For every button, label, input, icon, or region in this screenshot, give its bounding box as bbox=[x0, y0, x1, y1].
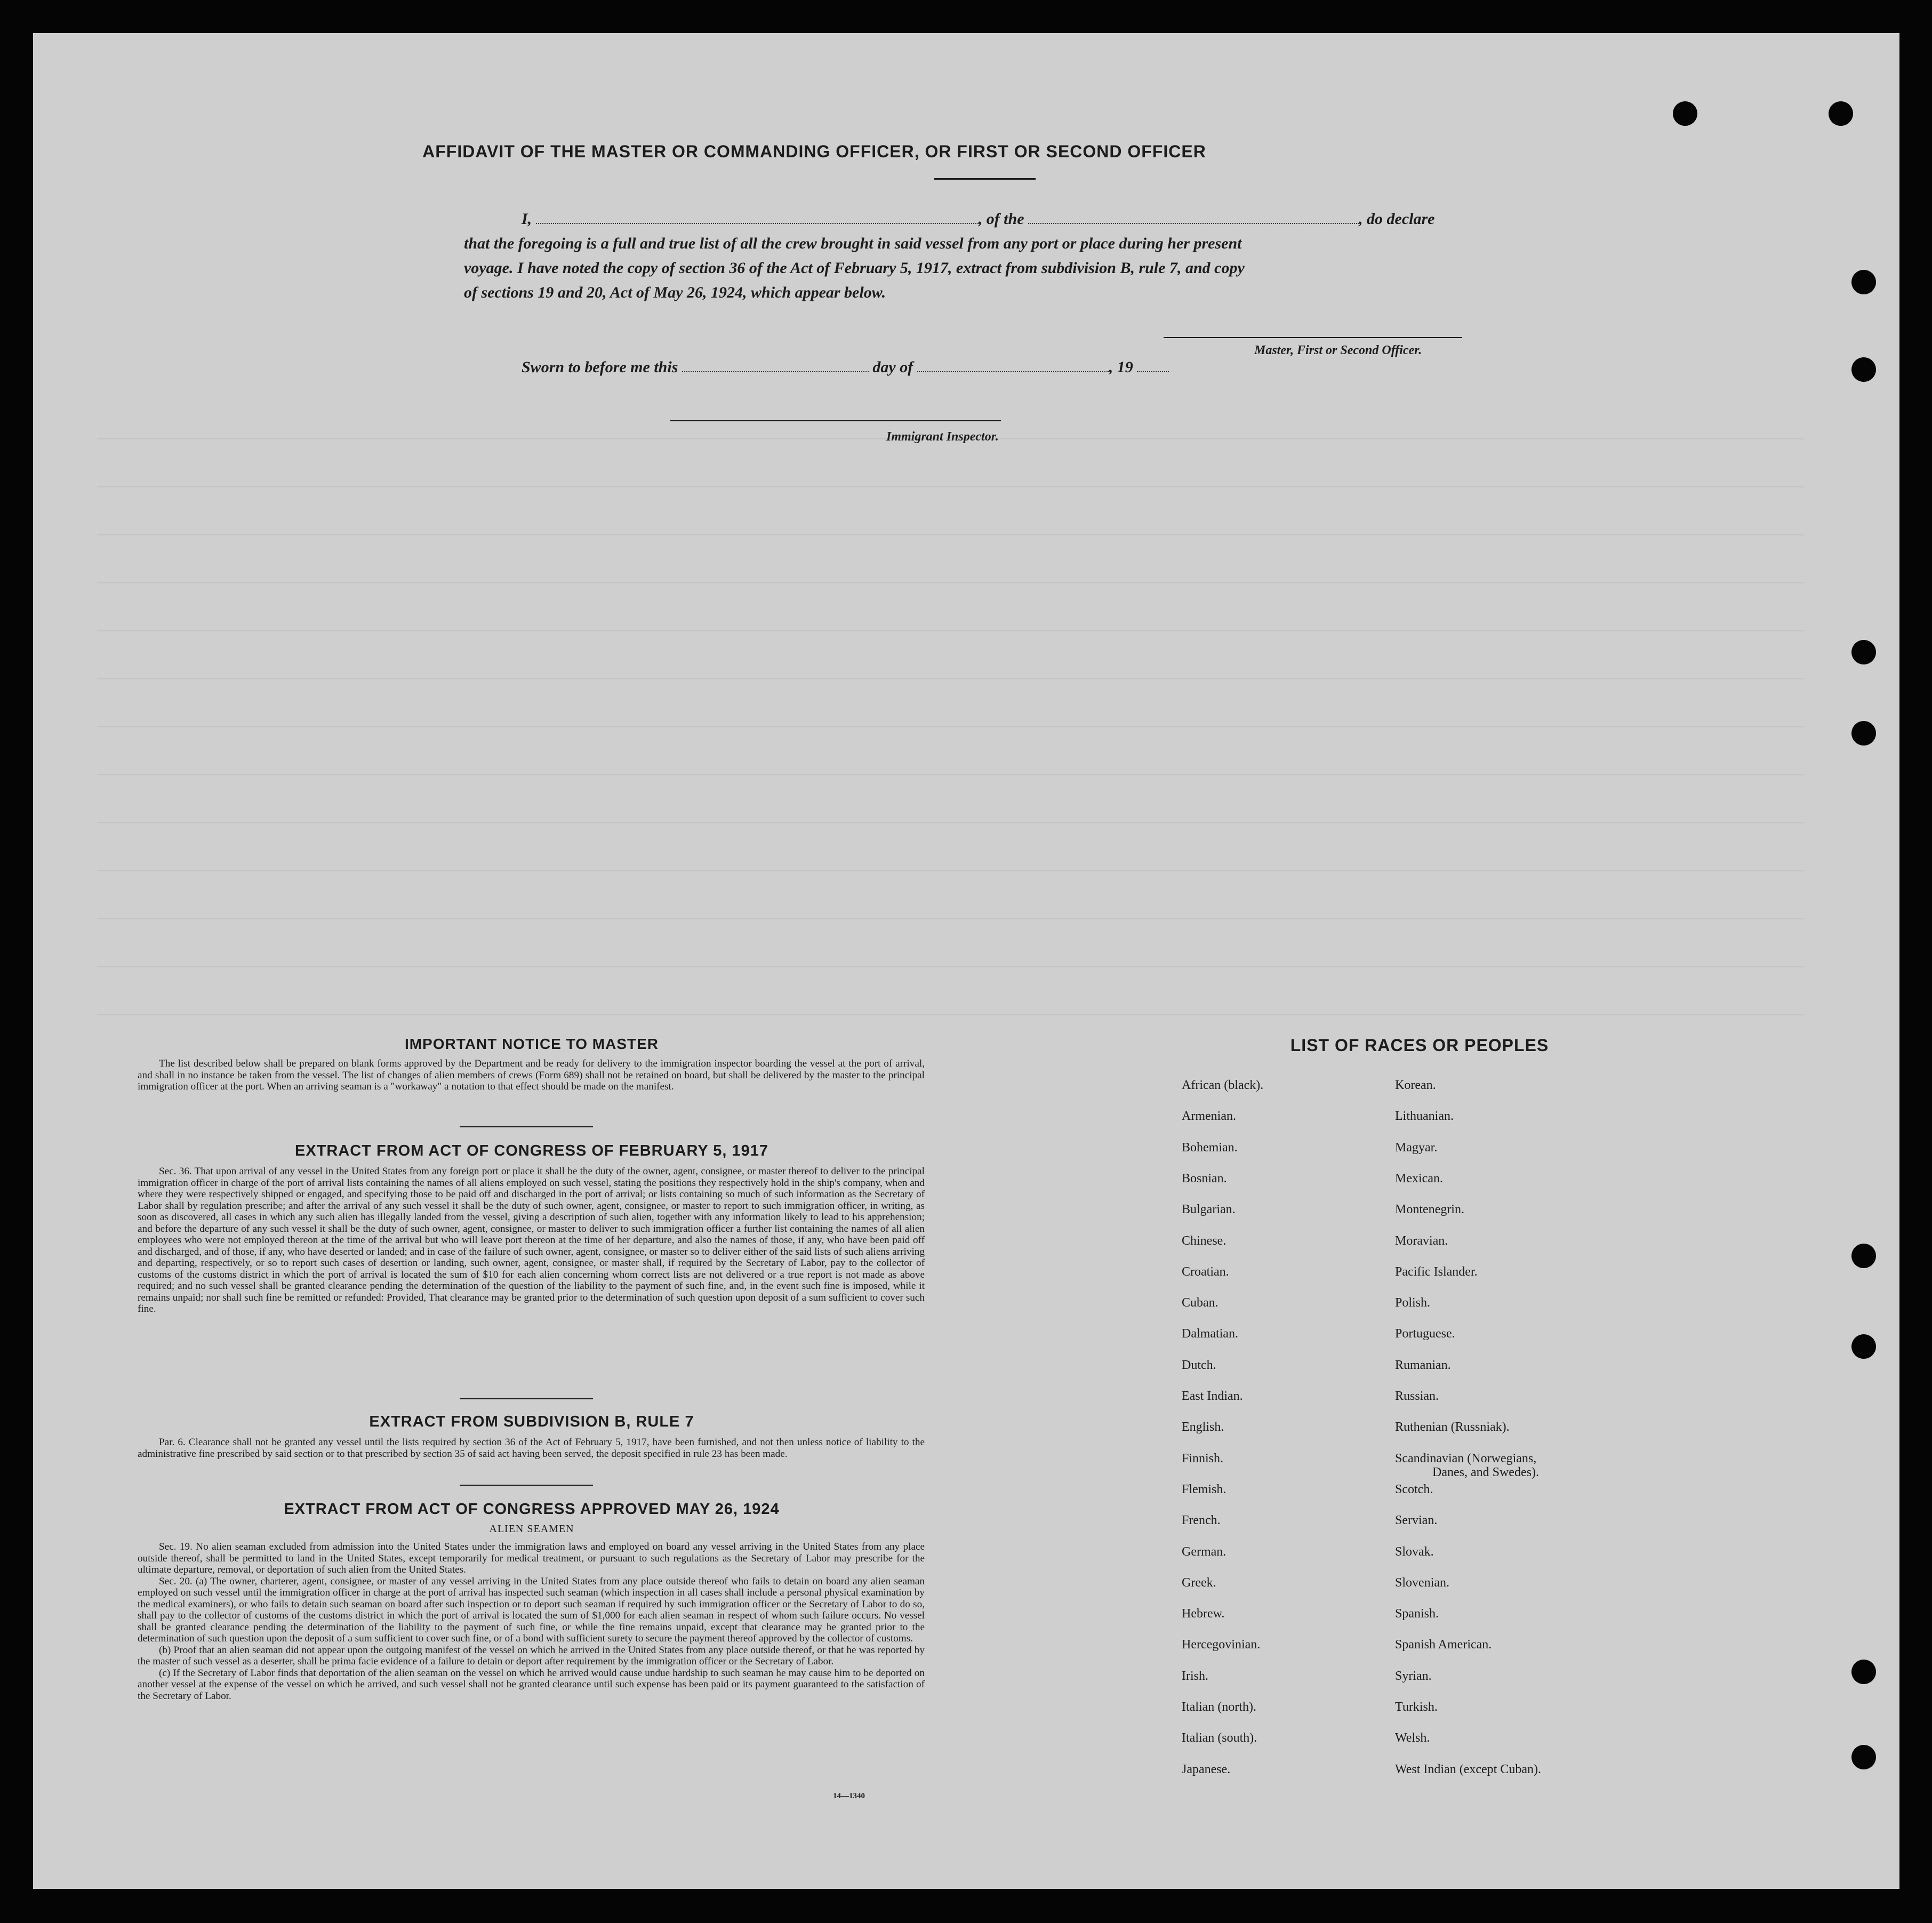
race-item: Servian. bbox=[1395, 1513, 1438, 1528]
affidavit-line-1 bbox=[522, 210, 1434, 228]
race-item: Dutch. bbox=[1182, 1358, 1216, 1372]
punch-hole bbox=[1851, 1334, 1876, 1359]
race-item: Bulgarian. bbox=[1182, 1203, 1236, 1217]
section-19: Sec. 19. No alien seaman excluded from admission into the United States under the immigration laws and employed on board any vessel arriving in the United States from any place outside thereof, shall be permitted to land in the United States, except temporarily for medical treatment, or pursuant to such regulations as the Secretary of Labor may prescribe for the ultimate departure, removal, or deportation of such alien from the United States. bbox=[138, 1541, 925, 1575]
punch-hole bbox=[1851, 357, 1876, 382]
race-item: Mexican. bbox=[1395, 1171, 1443, 1185]
punch-hole bbox=[1851, 270, 1876, 294]
sworn-day-of: day of bbox=[872, 358, 913, 376]
race-item: Spanish. bbox=[1395, 1607, 1439, 1621]
race-item: African (black). bbox=[1182, 1078, 1264, 1092]
extract-1924-subtitle: ALIEN SEAMEN bbox=[489, 1523, 574, 1535]
race-item: Hercegovinian. bbox=[1182, 1638, 1261, 1652]
race-item: Dalmatian. bbox=[1182, 1327, 1238, 1341]
race-item: Bosnian. bbox=[1182, 1171, 1227, 1185]
affidavit-line-4: of sections 19 and 20, Act of May 26, 1924, which appear below. bbox=[464, 284, 886, 301]
race-item: Korean. bbox=[1395, 1078, 1436, 1092]
sworn-year-field[interactable] bbox=[1137, 371, 1169, 372]
race-item: East Indian. bbox=[1182, 1389, 1243, 1403]
race-item: Welsh. bbox=[1395, 1731, 1430, 1745]
sworn-line bbox=[522, 358, 1169, 376]
affidavit-line-3: voyage. I have noted the copy of section 36 of the Act of February 5, 1917, extract from subdivision B, rule 7, and copy bbox=[464, 259, 1245, 277]
punch-hole bbox=[1829, 101, 1853, 126]
inspector-label: Immigrant Inspector. bbox=[886, 430, 999, 444]
race-item: Slovenian. bbox=[1395, 1575, 1449, 1590]
race-item: Hebrew. bbox=[1182, 1607, 1225, 1621]
race-item: Armenian. bbox=[1182, 1109, 1236, 1124]
master-signature-label: Master, First or Second Officer. bbox=[1254, 343, 1422, 357]
section-20c: (c) If the Secretary of Labor finds that deportation of the alien seaman on the vessel on which he arrived would cause undue hardship to such seaman he may cause him to be deported on another vessel at the expense of the vessel on which he arrived, and such vessel shall not be granted clearance until such expense has been paid or its payment guaranteed to the satisfaction of the Secretary of Labor. bbox=[138, 1667, 925, 1702]
race-item: Scotch. bbox=[1395, 1482, 1433, 1496]
notice-text: The list described below shall be prepared on blank forms approved by the Department and be ready for delivery to the immigration inspector boarding the vessel at the port of arrival, and shall in no instance be taken from the vessel. The list of changes of alien members of crews (Form 689) shall not be retained on board, but shall be delivered by the master to the principal immigration officer at the port. When an arriving seaman is a "workaway" a notation to that effect should be made on the manifest. bbox=[138, 1058, 925, 1092]
race-item: Portuguese. bbox=[1395, 1327, 1455, 1341]
race-item: Bohemian. bbox=[1182, 1140, 1238, 1155]
name-field[interactable] bbox=[536, 223, 979, 224]
race-item: Flemish. bbox=[1182, 1482, 1226, 1496]
extract-1917-body bbox=[138, 1166, 925, 1315]
section-20a: Sec. 20. (a) The owner, charterer, agent, consignee, or master of any vessel arriving in the United States from any place outside thereof who fails to detain on board any alien seaman employed on such vessel until the immigration officer in charge at the port of arrival has inspected such seaman (which inspection in all cases shall include a personal physical examination by the medical examiners), or who fails to detain such seaman on board after such inspection or to deport such seaman if required by such immigration officer or the Secretary of Labor to do so, shall pay to the collector of customs of the customs district in which the port of arrival is located the sum of $1,000 for each alien seaman in respect of whom such failure occurs. No vessel shall be granted clearance pending the determination of the liability to the payment of such fine, or while the fine remains unpaid, except that clearance may be granted prior to the determination of such question upon the deposit of a sum sufficient to cover such fine, or of a bond with sufficient surety to secure the payment thereof approved by the collector of customs. bbox=[138, 1575, 925, 1644]
affidavit-i: I, bbox=[522, 210, 532, 228]
punch-hole bbox=[1851, 1745, 1876, 1769]
race-item: French. bbox=[1182, 1513, 1221, 1528]
punch-hole bbox=[1851, 1660, 1876, 1684]
punch-hole bbox=[1851, 721, 1876, 746]
punch-hole bbox=[1851, 1244, 1876, 1268]
race-item: Spanish American. bbox=[1395, 1638, 1492, 1652]
divider bbox=[460, 1398, 593, 1399]
race-item: English. bbox=[1182, 1420, 1224, 1435]
race-item: Moravian. bbox=[1395, 1233, 1448, 1248]
master-signature-line[interactable] bbox=[1164, 337, 1462, 338]
race-item: Irish. bbox=[1182, 1669, 1208, 1683]
form-number: 14—1340 bbox=[833, 1792, 865, 1800]
punch-hole bbox=[1851, 640, 1876, 664]
affidavit-of-the: , of the bbox=[978, 210, 1024, 228]
race-scandinavian-continued: Danes, and Swedes). bbox=[1432, 1465, 1539, 1479]
race-item: Greek. bbox=[1182, 1575, 1216, 1590]
race-item: Slovak. bbox=[1395, 1544, 1434, 1559]
race-item: West Indian (except Cuban). bbox=[1395, 1762, 1541, 1776]
extract-1924-title: EXTRACT FROM ACT OF CONGRESS APPROVED MAY 26, 1924 bbox=[284, 1501, 780, 1518]
sworn-prefix: Sworn to before me this bbox=[522, 358, 678, 376]
vessel-field[interactable] bbox=[1028, 223, 1359, 224]
race-item: Ruthenian (Russniak). bbox=[1395, 1420, 1510, 1435]
notice-title: IMPORTANT NOTICE TO MASTER bbox=[404, 1036, 659, 1052]
sworn-day-field[interactable] bbox=[682, 371, 869, 372]
affidavit-title: AFFIDAVIT OF THE MASTER OR COMMANDING OFFICER, OR FIRST OR SECOND OFFICER bbox=[422, 142, 1206, 161]
affidavit-line-2: that the foregoing is a full and true list of all the crew brought in said vessel from any port or place during her present bbox=[464, 235, 1242, 252]
divider bbox=[460, 1485, 593, 1486]
race-item: Japanese. bbox=[1182, 1762, 1231, 1776]
paragraph-6: Par. 6. Clearance shall not be granted any vessel until the lists required by section 36 of the Act of February 5, 1917, have been furnished, and not then unless notice of liability to the administrative fine prescribed by said section or to that prescribed by section 35 of said act having been served, the deposit specified in rule 23 has been made. bbox=[138, 1437, 925, 1460]
race-item: Italian (north). bbox=[1182, 1700, 1256, 1714]
divider bbox=[934, 178, 1036, 180]
punch-hole bbox=[1673, 101, 1697, 126]
race-item: Russian. bbox=[1395, 1389, 1439, 1403]
inspector-signature-line[interactable] bbox=[670, 420, 1001, 421]
race-item: Cuban. bbox=[1182, 1296, 1218, 1310]
race-item: Italian (south). bbox=[1182, 1731, 1257, 1745]
divider bbox=[460, 1126, 593, 1127]
extract-1924-body bbox=[138, 1541, 925, 1702]
race-item: Polish. bbox=[1395, 1296, 1431, 1310]
race-item: Syrian. bbox=[1395, 1669, 1432, 1683]
sworn-month-field[interactable] bbox=[917, 371, 1109, 372]
extract-1917-title: EXTRACT FROM ACT OF CONGRESS OF FEBRUARY 5, 1917 bbox=[294, 1142, 769, 1159]
race-item: Lithuanian. bbox=[1395, 1109, 1454, 1124]
race-item: Croatian. bbox=[1182, 1264, 1229, 1279]
notice-body bbox=[138, 1058, 925, 1093]
race-item: Scandinavian (Norwegians, bbox=[1395, 1451, 1537, 1465]
race-item: German. bbox=[1182, 1544, 1226, 1559]
race-item: Chinese. bbox=[1182, 1233, 1226, 1248]
form-sheet bbox=[33, 33, 1899, 1889]
races-title: LIST OF RACES OR PEOPLES bbox=[1290, 1036, 1549, 1055]
race-item: Magyar. bbox=[1395, 1140, 1438, 1155]
sworn-year: , 19 bbox=[1109, 358, 1133, 376]
extract-rule7-title: EXTRACT FROM SUBDIVISION B, RULE 7 bbox=[369, 1413, 694, 1430]
race-item: Pacific Islander. bbox=[1395, 1264, 1478, 1279]
race-item: Rumanian. bbox=[1395, 1358, 1451, 1372]
extract-rule7-body bbox=[138, 1437, 925, 1460]
section-20b: (b) Proof that an alien seaman did not appear upon the outgoing manifest of the vessel on which he arrived in the United States from any place outside thereof, or that he was reported by the master of such vessel as a deserter, shall be prima facie evidence of a failure to detain or deport after requirement by the immigration officer or the Secretary of Labor. bbox=[138, 1644, 925, 1667]
race-item: Turkish. bbox=[1395, 1700, 1438, 1714]
affidavit-declare: , do declare bbox=[1359, 210, 1435, 228]
section-36: Sec. 36. That upon arrival of any vessel in the United States from any foreign port or place it shall be the duty of the owner, agent, consignee, or master thereof to deliver to the principal immigration officer in charge of the port of arrival lists containing the names of all aliens employed on such vessel, stating the positions they respectively hold in the ship's company, when and where they were respectively shipped or engaged, and specifying those to be paid off and discharged in the port of arrival; or lists containing so much of such information as the Secretary of Labor shall by regulation prescribe; and after the arrival of any such vessel it shall be the duty of such owner, agent, consignee, or master to report to such immigration officer, in writing, as soon as discovered, all cases in which any such alien has illegally landed from the vessel, giving a description of such alien, together with any information likely to lead to his apprehension; and before the departure of any such vessel it shall be the duty of such owner, agent, consignee, or master to deliver to such immigration officer a further list containing the names of all alien employees who were not employed thereon at the time of the arrival but who will leave port thereon at the time of her departure, and also the names of those, if any, who have been paid off and discharged, and of those, if any, who have deserted or landed; and in case of the failure of such owner, agent, consignee, or master so to deliver either of the said lists of such aliens arriving and departing, respectively, or so to report such cases of desertion or landing, such owner, agent, consignee, or master shall, if required by the Secretary of Labor, pay to the collector of customs of the customs district in which the port of arrival is located the sum of $10 for each alien concerning whom correct lists are not delivered or a true report is not made as above required; and no such vessel shall be granted clearance pending the determination of the question of the liability to the payment of such fine, and, in the event such fine is imposed, while it remains unpaid; nor shall such fine be remitted or refunded: Provided, That clearance may be granted prior to the determination of such question upon deposit of a sum sufficient to cover such fine. bbox=[138, 1166, 925, 1315]
race-item: Finnish. bbox=[1182, 1451, 1224, 1465]
race-item: Montenegrin. bbox=[1395, 1203, 1464, 1217]
